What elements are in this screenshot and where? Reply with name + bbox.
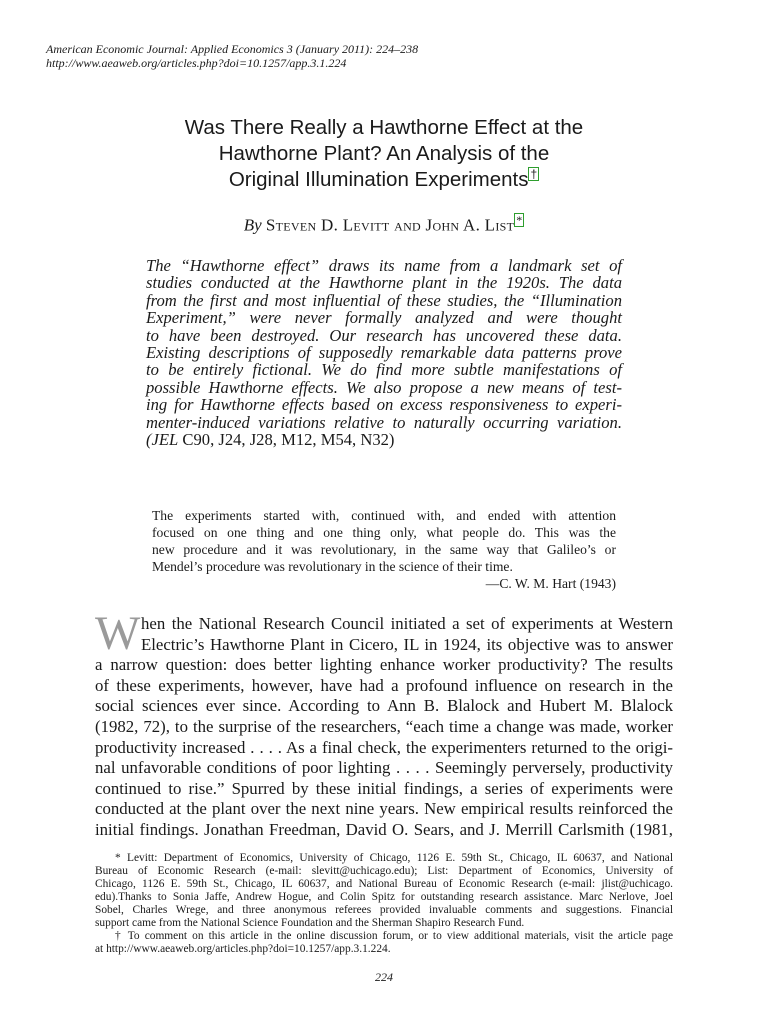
body-line: social sciences ever since. According to Ann B. Blalock and Hubert M. Blalock [95, 696, 673, 716]
epigraph [152, 507, 616, 592]
footnote-line: † To comment on this article in the online discussion forum, or to view additional materials, visit the article page [115, 930, 673, 942]
body-line: hen the National Research Council initiated a set of experiments at Western [141, 614, 673, 633]
body-text [95, 607, 673, 841]
epigraph-line: Mendel’s procedure was revolutionary in the science of their time. [152, 559, 513, 574]
body-line: a narrow question: does better lighting enhance worker productivity? The results [95, 655, 673, 675]
footnote-line: Chicago, 1126 E. 59th St., Chicago, IL 60637, and National Bureau of Economic Research (e-mail: jlist@uchicago. [95, 878, 673, 890]
jel-label: JEL [151, 430, 179, 450]
byline-by: By [243, 215, 262, 235]
abstract-line: The “Hawthorne effect” draws its name from a landmark set of [146, 256, 622, 275]
abstract-line: studies conducted at the Hawthorne plant in the 1920s. The data [146, 273, 622, 293]
body-line: conducted at the plant over the next nine years. New empirical results reinforced the [95, 799, 673, 819]
journal-citation: American Economic Journal: Applied Economics 3 (January 2011): 224–238 [46, 42, 419, 56]
footnote-line: * Levitt: Department of Economics, University of Chicago, 1126 E. 59th St., Chicago, IL 60637, and National [115, 852, 673, 864]
body-line: nal unfavorable conditions of poor lighting . . . . Seemingly perversely, productivity [95, 758, 673, 778]
abstract-line: Existing descriptions of supposedly remarkable data patterns prove [146, 343, 622, 363]
abstract-line: Experiment,” were never formally analyzed and were thought [146, 308, 622, 328]
abstract-line: possible Hawthorne effects. We also propose a new means of test- [146, 377, 622, 397]
abstract [146, 257, 622, 448]
epigraph-attribution: —C. W. M. Hart (1943) [485, 576, 616, 591]
footnote-line[interactable]: at http://www.aeaweb.org/articles.php?doi=10.1257/app.3.1.224. [95, 943, 391, 955]
abstract-line: to be entirely fictional. We do find more subtle manifestations of [146, 360, 622, 380]
body-line: Electric’s Hawthorne Plant in Cicero, IL in 1924, its objective was to answer [141, 634, 673, 654]
footnote-line: edu).Thanks to Sonia Jaffe, Andrew Hogue, and Colin Spitz for outstanding research assistance. Marc Nerlove, Joel [95, 891, 673, 903]
byline [0, 213, 768, 236]
jel-codes [146, 431, 622, 448]
footnote-line: support came from the National Science Foundation and the Sherman Shapiro Research Fund. [95, 917, 525, 929]
abstract-line: menter-induced variations relative to naturally occurring variation. [146, 412, 622, 432]
title-footnote-link[interactable]: † [530, 167, 538, 182]
footnote-line: Bureau of Economic Research (e-mail: slevitt@uchicago.edu); List: Department of Economics, University of [95, 865, 673, 877]
epigraph-line: new procedure and it was revolutionary, in the same way that Galileo’s or [152, 542, 616, 557]
title-line-text: Original Illumination Experiments [228, 168, 529, 191]
journal-header [46, 42, 418, 70]
title-line: Hawthorne Plant? An Analysis of the [218, 142, 550, 165]
body-line: continued to rise.” Spurred by these initial findings, a series of experiments were [95, 778, 673, 798]
author-names: Steven D. Levitt and John A. List [265, 215, 515, 235]
abstract-line: ing for Hawthorne effects based on excess responsiveness to experi- [146, 395, 622, 415]
abstract-line: to have been destroyed. Our research has uncovered these data. [146, 325, 622, 345]
body-line: (1982, 72), to the surprise of the researchers, “each time a change was made, worker [95, 716, 673, 736]
epigraph-line: focused on one thing and one thing only, what people do. This was the [152, 525, 616, 540]
jel-code-list: C90, J24, J28, M12, M54, N32) [178, 430, 395, 450]
article-title [110, 115, 658, 193]
body-line: of these experiments, however, have had a profound influence on research in the [95, 675, 673, 695]
title-line [110, 167, 658, 193]
page-number: 224 [375, 970, 393, 984]
body-line: productivity increased . . . . As a final check, the experimenters returned to the origi- [95, 737, 673, 757]
jel-open: ( [146, 430, 152, 450]
epigraph-line: The experiments started with, continued with, and ended with attention [152, 508, 616, 523]
title-line: Was There Really a Hawthorne Effect at the [184, 116, 584, 139]
author-footnote-link[interactable]: * [516, 213, 523, 227]
abstract-line: from the first and most influential of these studies, the “Illumination [146, 290, 622, 310]
drop-cap: W [95, 607, 141, 660]
body-line: initial findings. Jonathan Freedman, David O. Sears, and J. Merrill Carlsmith (1981, [95, 819, 673, 839]
article-url[interactable]: http://www.aeaweb.org/articles.php?doi=10.1257/app.3.1.224 [46, 56, 347, 70]
footnotes [95, 852, 673, 956]
footnote-line: Sobel, Charles Wrege, and three anonymous referees provided invaluable comments and suggestions. Financial [95, 904, 673, 916]
drop-cap-block [95, 607, 673, 660]
